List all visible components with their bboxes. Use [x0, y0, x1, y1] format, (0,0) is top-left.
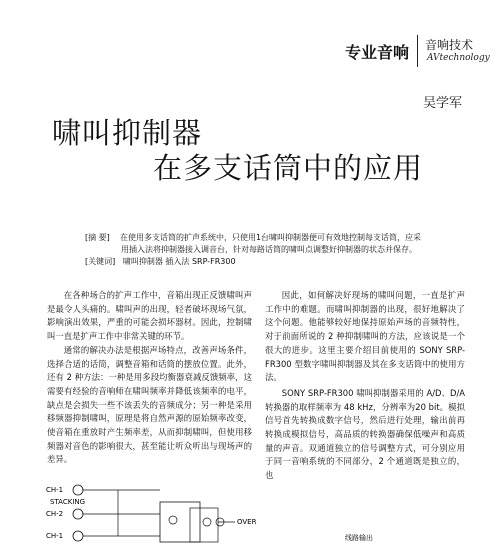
diagram-label-ch1: CH-1 — [46, 486, 64, 494]
article-title-line2: 在多支话筒中的应用 — [153, 151, 424, 185]
knob-icon — [203, 518, 211, 526]
abstract-label: [摘 要] — [85, 233, 110, 242]
abstract-line-1 — [85, 232, 465, 244]
article-title-line1: 啸叫抑制器 — [52, 116, 203, 150]
diagram-label-ch2: CH-2 — [46, 510, 64, 518]
left-paragraph-2: 通常的解决办法是根据声场特点，改善声场条件，选择合适的话筒，调整音箱和话筒的摆放位置。此外，还有 2 种方法：一种是用多段均衡器衰减反馈频率，这需要有经验的音响师在啸叫频率并降低该频率的电平，缺点是会损失一些不该丢失的音频成分；另一种是采用移频器抑制啸叫，原理是将自然声源的原始频率改变，使音箱在重放时产生频率差，从而抑制啸叫，但使用移频器对音色的影响很大，甚至能让听众听出与现场声的差异。 — [47, 344, 252, 465]
right-paragraph-2: SONY SRP-FR300 啸叫抑制器采用的 A/D、D/A 转换器的取样频率为 48 kHz，分辨率为20 bit。模拟信号首先转换成数字信号，然后进行处理，输出前再转换成模拟信号，高品质的转换器确保低噪声和高质量的声音。双通道独立的信号调整方式，可分别应用于同一音响系统的不同部分，2 个通道既是独立的，也 — [265, 387, 465, 481]
keywords-line — [85, 256, 465, 268]
column-title: 音响技术 — [425, 38, 474, 52]
connection-diagram — [40, 478, 480, 543]
diagram-label-line-out: 线路输出 — [345, 534, 373, 542]
abstract-text-1: 在使用多支话筒的扩声系统中，只使用1台啸叫抑制器便可有效地控制每支话筒，应采 — [119, 233, 422, 242]
abstract-block — [85, 232, 465, 268]
jack-icon — [73, 485, 83, 495]
right-paragraph-1: 因此，如何解决好现场的啸叫问题，一直是扩声工作中的难题。而啸叫抑制器的出现，很好地解决了这个问题。他能够较好地保持原始声场的音频特性，对于前面所说的 2 种抑制啸叫的方法，应该说是一个很大的进步。这里主要介绍目前使用的 SONY SRP-FR300 型数字啸叫抑制器及其在多支话筒中的使用方法。 — [265, 290, 465, 383]
diagram-label-stacking: STACKING — [50, 498, 86, 506]
header-divider — [417, 35, 418, 67]
abstract-line-2 — [85, 244, 465, 256]
abstract-text-2: 用插入法将抑制器接入调音台，针对每路话筒的啸叫点调整好抑制器的状态并保存。 — [121, 245, 417, 254]
diagram-label-ch1b: CH-1 — [46, 532, 64, 540]
jack-icon — [73, 509, 83, 519]
right-column — [265, 289, 465, 483]
left-paragraph-1: 在各种场合的扩声工作中，音箱出现正反馈啸叫声是最令人头痛的。啸叫声的出现，轻者破坏现场气氛，影响演出效果，严重的可能会损坏器材。因此，控制啸叫一直是扩声工作中非常关键的环节。 — [47, 290, 252, 342]
author-name: 吴学军 — [423, 96, 463, 111]
section-category: 专业音响 — [345, 43, 410, 62]
jack-icon — [73, 531, 83, 541]
keywords-label: [关键词] — [85, 257, 116, 266]
column-title-en: AVtechnology — [427, 53, 490, 63]
knob-icon — [169, 516, 177, 524]
left-column — [47, 289, 252, 467]
diagram-label-over: OVER — [237, 518, 257, 526]
keywords-text: 啸叫抑制器 插入法 SRP-FR300 — [122, 257, 236, 266]
